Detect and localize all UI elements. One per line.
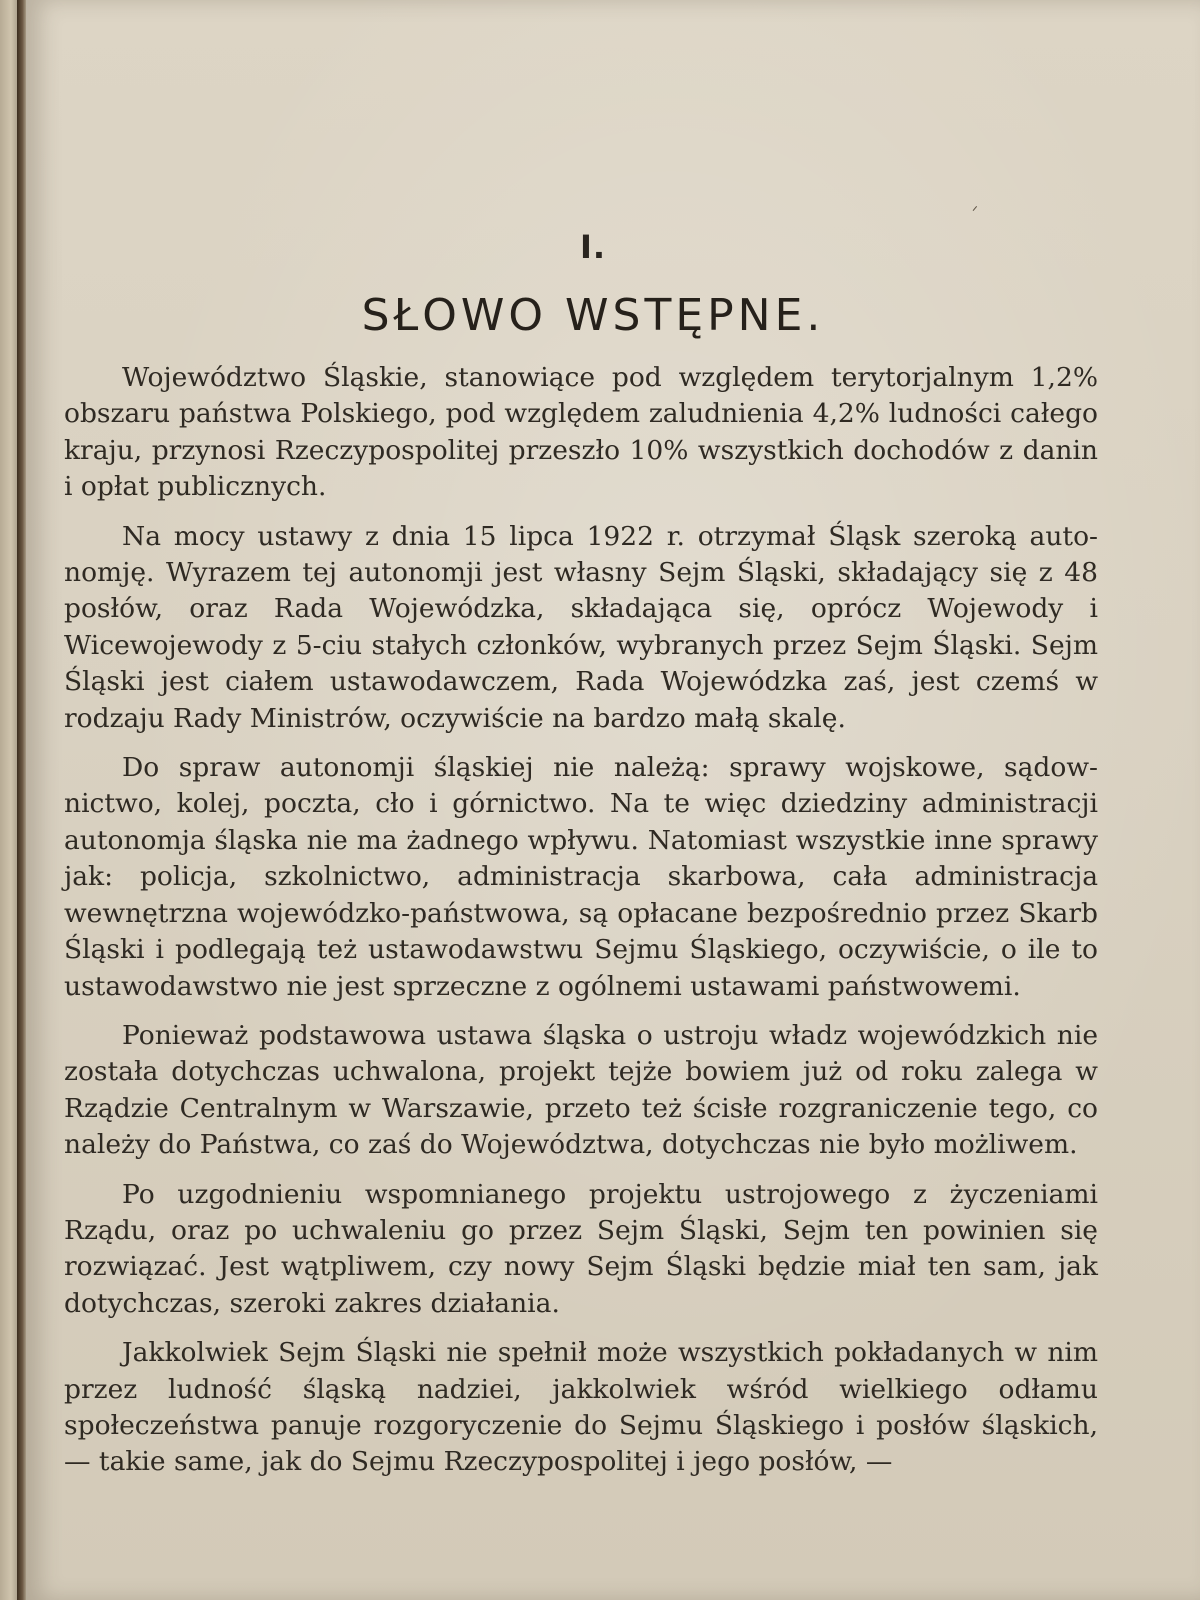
- paragraph-4: Ponieważ podstawowa ustawa śląska o ustroju władz wojewódzkich nie została dotychczas uchwalona, projekt tejże bowiem już od roku zalega w Rządzie Centralnym w Warszawie, przeto też ścisłe rozgraniczenie tego, co należy do Państwa, co zaś do Województwa, dotychczas nie było możliwem.: [64, 1019, 1098, 1161]
- paragraph-5: Po uzgodnieniu wspomnianego projektu ustrojowego z życzeniami Rządu, oraz po uchwaleniu go przez Sejm Śląski, Sejm ten powinien się rozwiązać. Jest wątpliwem, czy nowy Sejm Śląski będzie miał ten sam, jak dotychczas, szeroki zakres działania.: [64, 1178, 1098, 1319]
- book-page: [26, 0, 1200, 1600]
- book-spine-shadow: [17, 0, 26, 1600]
- paragraph-1: Województwo Śląskie, stanowiące pod względem terytorjalnym 1,2% obszaru państwa Polskiego, pod względem zaludnienia 4,2% ludności całego kraju, przynosi Rzeczypospolitej przeszło 10% wszystkich dochodów z danin i opłat publicznych.: [64, 362, 1098, 503]
- paragraph-6: Jakkolwiek Sejm Śląski nie spełnił może wszystkich pokładanych w nim przez ludność śląską nadziei, jakkolwiek wśród wielkiego odłamu społeczeństwa panuje rozgoryczenie do Sejmu Śląskiego i posłów śląskich, — takie same, jak do Sejmu Rzeczypospolitej i jego posłów, —: [64, 1337, 1098, 1478]
- chapter-body: [64, 360, 1098, 1481]
- paper-speck-mark: ᐟ: [972, 204, 978, 220]
- chapter-number: I.: [579, 228, 607, 266]
- paragraph-3: Do spraw autonomji śląskiej nie należą: sprawy wojskowe, sądownictwo, kolej, poczta, cło i górnictwo. Na te więc dziedziny administracji autonomja śląska nie ma żadnego wpływu. Natomiast wszystkie inne sprawy jak: policja, szkolnictwo, administracja skarbowa, cała administracja wewnętrzna wojewódzko-państwowa, są opłacane bezpośrednio przez Skarb Śląski i podlegają też ustawodawstwu Sejmu Śląskiego, oczywiście, o ile to ustawodawstwo nie jest sprzeczne z ogólnemi ustawami państwowemi.: [64, 752, 1098, 1002]
- chapter-title: SŁOWO WSTĘPNE.: [361, 290, 825, 341]
- paragraph-2: Na mocy ustawy z dnia 15 lipca 1922 r. otrzymał Śląsk szeroką autonomję. Wyrazem tej autonomji jest własny Sejm Śląski, składający się z 48 posłów, oraz Rada Wojewódzka, składająca się, oprócz Wojewody i Wicewojewody z 5-ciu stałych członków, wybranych przez Sejm Śląski. Sejm Śląski jest ciałem ustawodawczem, Rada Wojewódzka zaś, jest czemś w rodzaju Rady Ministrów, oczywiście na bardzo małą skalę.: [64, 520, 1098, 734]
